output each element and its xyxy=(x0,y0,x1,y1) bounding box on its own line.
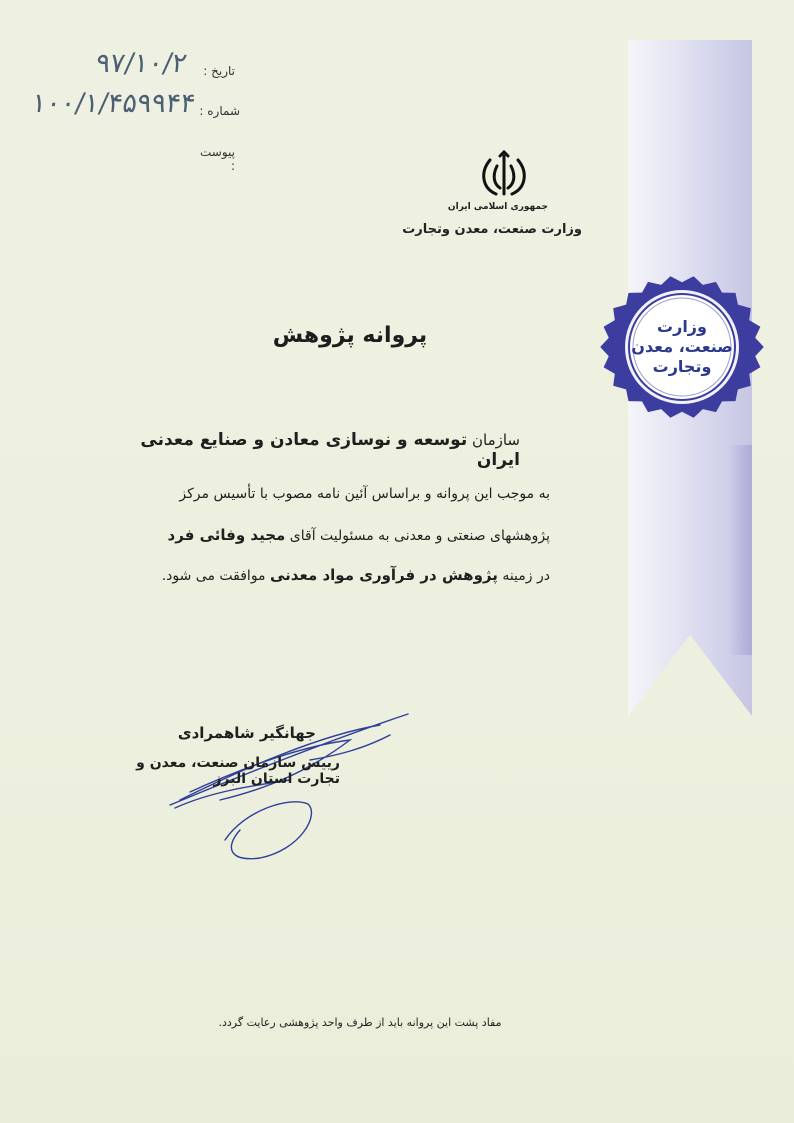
number-label: شماره : xyxy=(199,104,240,118)
country-name: جمهوری اسلامی ایران xyxy=(447,202,548,212)
organization-line xyxy=(110,430,520,470)
seal-line-1: وزارت xyxy=(657,317,707,336)
body-line-2 xyxy=(110,526,550,544)
footer-note: مفاد پشت این پروانه باید از طرف واحد پژوهشی رعایت گردد. xyxy=(218,1016,502,1029)
body-line-3-prefix: در زمینه xyxy=(502,568,550,584)
document-title: پروانه پژوهش xyxy=(272,323,428,348)
seal-text xyxy=(622,306,742,388)
number-value: ۱۰۰/۱/۴۵۹۹۴۴ xyxy=(29,88,198,119)
organization-prefix: سازمان xyxy=(471,431,520,449)
seal-line-3: وتجارت xyxy=(652,357,712,376)
research-subject: پژوهش در فرآوری مواد معدنی xyxy=(270,566,498,584)
body-line-3-suffix: موافقت می شود. xyxy=(161,568,266,584)
body-line-1: به موجب این پروانه و براساس آئین نامه مصوب با تأسیس مرکز xyxy=(179,486,550,502)
ribbon-shadow xyxy=(728,445,752,655)
date-value: ۹۷/۱۰/۲ xyxy=(93,48,189,79)
organization-name: توسعه و نوسازی معادن و صنایع معدنی ایران xyxy=(140,430,520,470)
signatory-name: جهانگیر شاهمرادی xyxy=(177,724,316,742)
iran-emblem-icon xyxy=(476,150,532,202)
body-line-3 xyxy=(110,566,550,584)
ministry-name: وزارت صنعت، معدن وتجارت xyxy=(402,222,582,237)
attachment-label: پیوست : xyxy=(200,145,235,173)
responsible-person-name: مجید وفائی فرد xyxy=(167,526,286,544)
signatory-title: رییس سازمان صنعت، معدن و تجارت استان البرز xyxy=(136,755,340,787)
body-line-2-prefix: پژوهشهای صنعتی و معدنی به مسئولیت آقای xyxy=(289,528,550,544)
seal-line-2: صنعت، معدن xyxy=(631,337,733,356)
date-label: تاریخ : xyxy=(203,64,235,78)
